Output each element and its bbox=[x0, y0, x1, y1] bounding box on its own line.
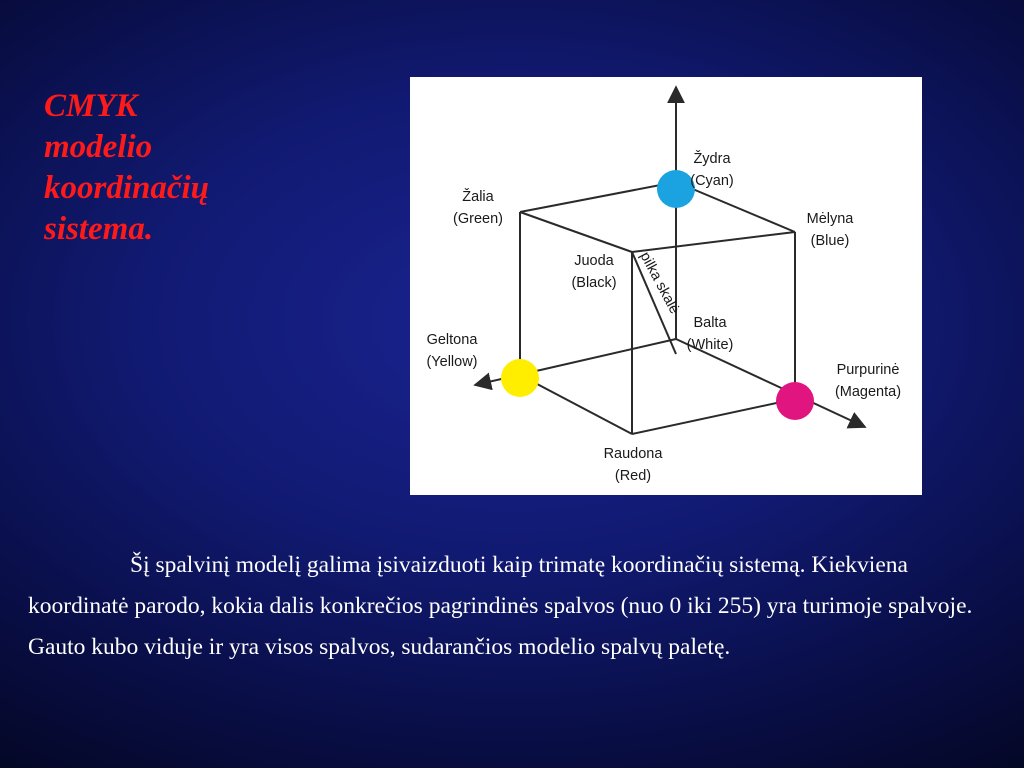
slide-title bbox=[44, 86, 384, 250]
title-line: koordinačių bbox=[44, 170, 210, 206]
label-blue-lt: Mėlyna bbox=[806, 211, 854, 227]
cmyk-cube-diagram bbox=[410, 77, 922, 495]
label-magenta-en: (Magenta) bbox=[834, 384, 902, 400]
label-cyan-en: (Cyan) bbox=[690, 173, 734, 189]
label-yellow-en: (Yellow) bbox=[426, 354, 478, 370]
label-cyan-lt: Žydra bbox=[693, 151, 731, 167]
cube-svg bbox=[410, 77, 922, 495]
cube-edges bbox=[520, 182, 795, 434]
edge bbox=[520, 182, 676, 212]
label-black-lt: Juoda bbox=[574, 253, 614, 269]
label-white-lt: Balta bbox=[693, 315, 727, 331]
title-line: modelio bbox=[44, 129, 153, 165]
edge bbox=[632, 232, 795, 252]
label-red-lt: Raudona bbox=[603, 446, 663, 462]
label-white-en: (White) bbox=[686, 337, 734, 353]
magenta-dot bbox=[776, 382, 814, 420]
diagonal-label: pilka skalė bbox=[636, 249, 683, 317]
label-magenta-lt: Purpurinė bbox=[836, 362, 900, 378]
label-blue-en: (Blue) bbox=[810, 233, 850, 249]
label-green-en: (Green) bbox=[453, 211, 503, 227]
label-yellow-lt: Geltona bbox=[426, 332, 478, 348]
label-red-en: (Red) bbox=[614, 468, 652, 484]
edge bbox=[520, 212, 632, 252]
yellow-dot bbox=[501, 359, 539, 397]
title-line: sistema. bbox=[44, 211, 154, 247]
edge bbox=[632, 399, 795, 434]
body-paragraph: Šį spalvinį modelį galima įsivaizduoti kaip trimatę koordinačių sistemą. Kiekviena koordinatė parodo, kokia dalis konkrečios pagrindinės spalvos (nuo 0 iki 255) yra turimoje spalvoje. Gauto kubo viduje ir yra visos spalvos, sudarančios modelio spalvų paletę. bbox=[28, 552, 973, 660]
label-green-lt: Žalia bbox=[462, 189, 494, 205]
label-black-en: (Black) bbox=[571, 275, 617, 291]
title-line: CMYK bbox=[44, 88, 138, 124]
